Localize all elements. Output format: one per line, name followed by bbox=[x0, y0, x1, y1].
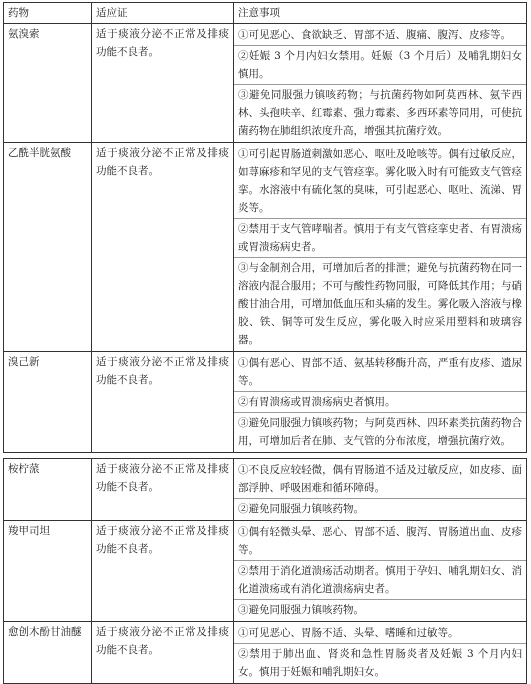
notes-cell bbox=[234, 143, 527, 352]
drug-table-part-2 bbox=[3, 458, 527, 684]
drug-table-part-1 bbox=[3, 2, 527, 453]
indication: 适于痰液分泌不正常及排痰功能不良者。 bbox=[92, 521, 234, 622]
table-row bbox=[4, 622, 527, 684]
indication: 适于痰液分泌不正常及排痰功能不良者。 bbox=[92, 24, 234, 143]
header-drug: 药物 bbox=[4, 3, 92, 24]
note-paragraph: ①偶有轻微头晕、恶心、胃部不适、腹泻、胃肠道出血、皮疹等。 bbox=[238, 526, 522, 556]
table-row bbox=[4, 521, 527, 622]
note-paragraph: ③避免同服强力镇咳药物；与阿莫西林、四环素类抗菌药物合用，可增加后者在肺、支气管的分布浓度，增强抗菌疗效。 bbox=[234, 412, 526, 451]
table-row bbox=[4, 352, 527, 453]
drug-name: 溴己新 bbox=[4, 352, 92, 453]
note-paragraph: ②避免同服强力镇咳药物。 bbox=[234, 498, 526, 519]
table-header-row bbox=[4, 3, 527, 24]
drug-name: 乙酰半胱氨酸 bbox=[4, 143, 92, 352]
drug-name: 羧甲司坦 bbox=[4, 521, 92, 622]
note-paragraph: ③与金制剂合用，可增加后者的排泄；避免与抗菌药物在同一溶液内混合服用；不可与酸性药物同服，可降低其作用；与硝酸甘油合用，可增加低血压和头痛的发生。雾化吸入溶液与橡胶、铁、铜等可发生反应，雾化吸入时应采用塑料和玻璃容器。 bbox=[234, 257, 526, 350]
note-paragraph: ①偶有恶心、胃部不适、氨基转移酶升高，严重有皮疹、遗尿等。 bbox=[238, 357, 522, 387]
drug-name: 愈创木酚甘油醚 bbox=[4, 622, 92, 684]
note-paragraph: ①可见恶心、食欲缺乏、胃部不适、腹痛、腹泻、皮疹等。 bbox=[238, 29, 511, 41]
drug-name: 桉柠蒎 bbox=[4, 459, 92, 521]
note-paragraph: ②妊娠 3 个月内妇女禁用。妊娠（3 个月后）及哺乳期妇女慎用。 bbox=[234, 45, 526, 84]
note-paragraph: ②禁用于消化道溃疡活动期者。慎用于孕妇、哺乳期妇女、消化道溃疡或有消化道溃疡病史者。 bbox=[234, 560, 526, 599]
indication: 适于痰液分泌不正常及排痰功能不良者。 bbox=[92, 459, 234, 521]
notes-cell bbox=[234, 24, 527, 143]
note-paragraph: ①不良反应较轻微，偶有胃肠道不适及过敏反应，如皮疹、面部浮肿、呼吸困难和循环障碍。 bbox=[238, 464, 522, 494]
indication: 适于痰液分泌不正常及排痰功能不良者。 bbox=[92, 622, 234, 684]
header-notes: 注意事项 bbox=[234, 3, 527, 24]
indication: 适于痰液分泌不正常及排痰功能不良者。 bbox=[92, 143, 234, 352]
note-paragraph: ②有胃溃疡或胃溃疡病史者慎用。 bbox=[234, 391, 526, 412]
note-paragraph: ③避免同服强力镇咳药物；与抗菌药物如阿莫西林、氨苄西林、头孢呋辛、红霉素、强力霉素、多西环素等同用，可使抗菌药物在肺组织浓度升高，增强其抗菌疗效。 bbox=[234, 84, 526, 141]
note-paragraph: ①可见恶心、胃肠不适、头晕、嗜睡和过敏等。 bbox=[238, 627, 459, 639]
notes-cell bbox=[234, 352, 527, 453]
table-row bbox=[4, 459, 527, 521]
note-paragraph: ①可引起胃肠道刺激如恶心、呕吐及呛咳等。偶有过敏反应，如荨麻疹和罕见的支气管痉挛。雾化吸入时有可能致支气管痉挛。水溶液中有硫化氢的臭味，可引起恶心、呕吐、流涕、胃炎等。 bbox=[238, 148, 522, 214]
notes-cell bbox=[234, 521, 527, 622]
note-paragraph: ②禁用于肺出血、肾炎和急性胃肠炎者及妊娠 3 个月内妇女。慎用于妊娠和哺乳期妇女。 bbox=[234, 643, 526, 682]
indication: 适于痰液分泌不正常及排痰功能不良者。 bbox=[92, 352, 234, 453]
note-paragraph: ②禁用于支气管哮喘者。慎用于有支气管痉挛史者、有胃溃疡或胃溃疡病史者。 bbox=[234, 218, 526, 257]
drug-name: 氨溴索 bbox=[4, 24, 92, 143]
note-paragraph: ③避免同服强力镇咳药物。 bbox=[234, 599, 526, 620]
notes-cell bbox=[234, 622, 527, 684]
header-indication: 适应证 bbox=[92, 3, 234, 24]
notes-cell bbox=[234, 459, 527, 521]
table-row bbox=[4, 24, 527, 143]
table-row bbox=[4, 143, 527, 352]
